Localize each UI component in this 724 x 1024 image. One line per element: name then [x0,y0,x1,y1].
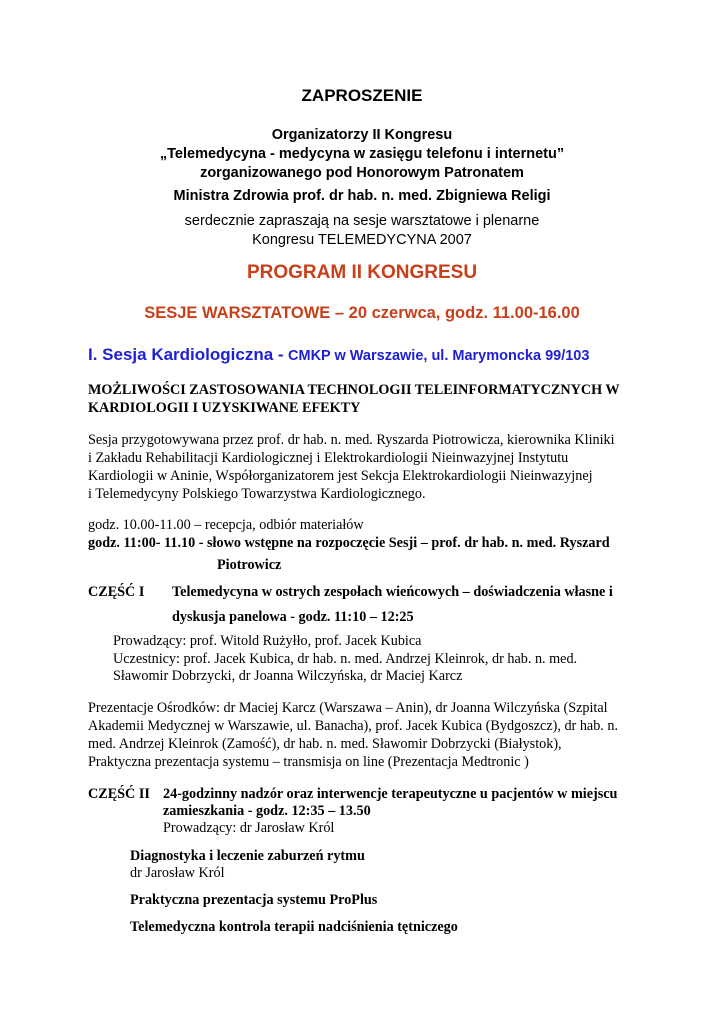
part2-moderator: Prowadzący: dr Jarosław Król [163,820,335,836]
organizers-line-1: Organizatorzy II Kongresu [271,127,453,143]
part2-label: CZĘŚĆ II [88,786,150,802]
organizers-line-3: zorganizowanego pod Honorowym Patronatem [200,165,524,181]
page-title: ZAPROSZENIE [301,86,423,105]
part2-item-3-title: Telemedyczna kontrola terapii nadciśnienia tętniczego [130,919,458,935]
intro-line-1: Sesja przygotowywana przez prof. dr hab. n. med. Ryszarda Piotrowicza, kierownika Kliniki [88,432,615,448]
session-topic-line-1: MOŻLIWOŚCI ZASTOSOWANIA TECHNOLOGII TELEINFORMATYCZNYCH W [88,382,620,398]
invite-line-1: serdecznie zapraszają na sesje warsztatowe i plenarne [184,213,540,229]
organizers-line-2: „Telemedycyna - medycyna w zasięgu telefonu i internetu” [159,146,565,162]
part1-label: CZĘŚĆ I [88,584,145,600]
presentations-line-4: Praktyczna prezentacja systemu – transmisja on line (Prezentacja Medtronic ) [88,754,529,770]
part1-presentations [88,699,618,771]
minister-patron: Ministra Zdrowia prof. dr hab. n. med. Zbigniewa Religi [173,188,551,204]
schedule-opening: godz. 11:00- 11.10 - słowo wstępne na rozpoczęcie Sesji – prof. dr hab. n. med. Ryszard [88,535,610,551]
part1-moderators: Prowadzący: prof. Witold Rużyłło, prof. Jacek Kubica [113,633,422,649]
presentations-line-2: Akademii Medycznej w Warszawie, ul. Banacha), prof. Jacek Kubica (Bydgoszcz), dr hab. n. [88,718,619,734]
session-heading [88,345,589,365]
schedule-reception: godz. 10.00-11.00 – recepcja, odbiór materiałów [88,517,364,533]
part1-title-line-2: dyskusja panelowa - godz. 11:10 – 12:25 [172,609,414,625]
presentations-line-3: med. Andrzej Kleinrok (Zamość), dr hab. n. med. Sławomir Dobrzycki (Białystok), [88,736,562,752]
part1-participants-line-1: Uczestnicy: prof. Jacek Kubica, dr hab. n. med. Andrzej Kleinrok, dr hab. n. med. [113,651,578,667]
presentations-line-1: Prezentacje Ośrodków: dr Maciej Karcz (Warszawa – Anin), dr Joanna Wilczyńska (Szpital [88,700,608,716]
intro-line-4: i Telemedycyny Polskiego Towarzystwa Kardiologicznego. [88,486,426,502]
session-topic-line-2: KARDIOLOGII I UZYSKIWANE EFEKTY [88,400,361,416]
intro-line-2: i Zakładu Rehabilitacji Kardiologicznej i Elektrokardiologii Nieinwazyjnej Instytutu [88,450,569,466]
part2-item-1-author: dr Jarosław Król [130,865,225,881]
intro-line-3: Kardiologii w Aninie, Współorganizatorem jest Sekcja Elektrokardiologii Nieinwazyjnej [88,468,593,484]
part2-item-2-title: Praktyczna prezentacja systemu ProPlus [130,892,378,908]
session-topic [88,381,620,417]
program-title: PROGRAM II KONGRESU [246,262,478,283]
session-intro [88,431,638,503]
workshops-heading: SESJE WARSZTATOWE – 20 czerwca, godz. 11.00-16.00 [144,304,580,322]
part2-title-line-2: zamieszkania - godz. 12:35 – 13.50 [163,803,371,819]
part2-title-line-1: 24-godzinny nadzór oraz interwencje terapeutyczne u pacjentów w miejscu [163,786,618,802]
schedule-opening-continued: Piotrowicz [217,557,282,573]
part1-title-line-1: Telemedycyna w ostrych zespołach wieńcowych – doświadczenia własne i [172,584,613,600]
session-location: CMKP w Warszawie, ul. Marymoncka 99/103 [288,348,590,364]
invite-line-2: Kongresu TELEMEDYCYNA 2007 [252,232,472,248]
part2-item-1-title: Diagnostyka i leczenie zaburzeń rytmu [130,848,365,864]
part1-participants-line-2: Sławomir Dobrzycki, dr Joanna Wilczyńska, dr Maciej Karcz [113,668,463,684]
session-name: I. Sesja Kardiologiczna - [88,345,284,364]
